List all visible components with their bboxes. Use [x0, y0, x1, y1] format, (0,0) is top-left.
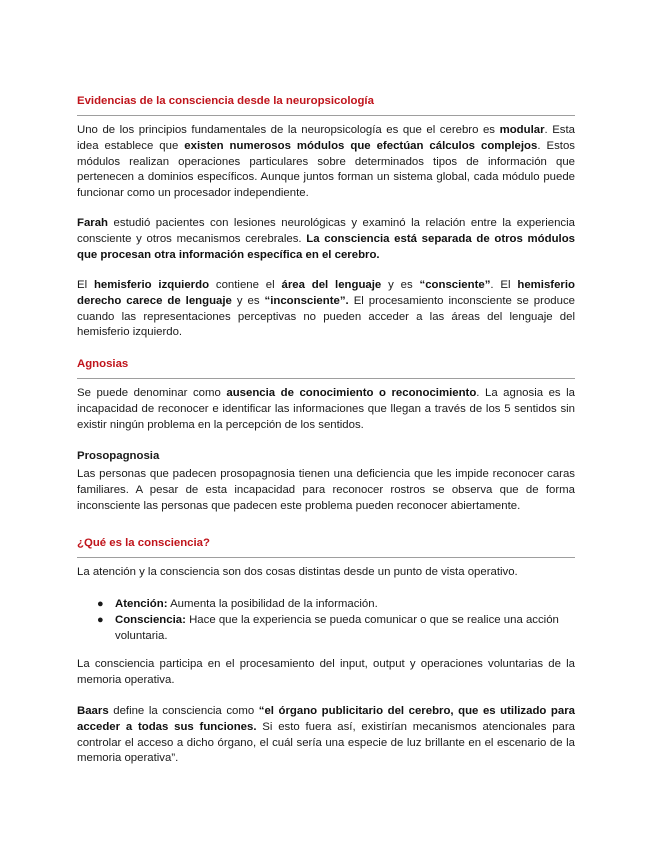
- paragraph-atencion-consciencia: La atención y la consciencia son dos cosas distintas desde un punto de vista operativo.: [77, 566, 518, 578]
- paragraph-baars: Baars define la consciencia como “el órgano publicitario del cerebro, que es utilizado para acceder a todas sus funciones. Si esto fuera así, existirían mecanismos atencionales para controlar el acceso a dicho órgano, el cuál sería una especie de luz brillante en el escenario de la memoria operativa”.: [77, 705, 575, 765]
- definitions-list: [77, 597, 575, 644]
- section-divider: [77, 378, 575, 379]
- paragraph-hemisferios: El hemisferio izquierdo contiene el área del lenguaje y es “consciente”. El hemisferio derecho carece de lenguaje y es “inconsciente”. El procesamiento inconsciente se produce cuando las representaciones perceptivas no pueden acceder a las áreas del lenguaje del hemisferio izquierdo.: [77, 279, 575, 339]
- section-title-agnosias: Agnosias: [77, 358, 129, 370]
- section-divider: [77, 557, 575, 558]
- section-title-evidencias: Evidencias de la consciencia desde la neuropsicología: [77, 95, 374, 107]
- section-divider: [77, 115, 575, 116]
- paragraph-procesamiento: La consciencia participa en el procesamiento del input, output y operaciones voluntarias de la memoria operativa.: [77, 658, 575, 686]
- list-item-atencion: ● Atención: Aumenta la posibilidad de la información.: [77, 597, 575, 613]
- list-item-consciencia: ● Consciencia: Hace que la experiencia se pueda comunicar o que se realice una acción voluntaria.: [97, 613, 559, 642]
- subsection-title-prosopagnosia: Prosopagnosia: [77, 450, 160, 462]
- paragraph-farah: Farah estudió pacientes con lesiones neurológicas y examinó la relación entre la experiencia consciente y otros mecanismos cerebrales. La consciencia está separada de otros módulos que procesan otra información específica en el cerebro.: [77, 217, 575, 261]
- bullet-icon: ●: [97, 613, 104, 626]
- bullet-icon: ●: [97, 598, 104, 610]
- section-title-que-es-consciencia: ¿Qué es la consciencia?: [77, 537, 210, 549]
- paragraph-modular: Uno de los principios fundamentales de la neuropsicología es que el cerebro es modular. Esta idea establece que existen numerosos módulos que efectúan cálculos complejos. Estos módulos realizan operaciones particulares sobre determinados tipos de información que pertenecen a dominios específicos. Aunque juntos forman un sistema global, cada módulo puede funcionar como un procesador independiente.: [77, 124, 576, 200]
- paragraph-agnosia: Se puede denominar como ausencia de conocimiento o reconocimiento. La agnosia es la incapacidad de reconocer e identificar las informaciones que llegan a través de los 5 sentidos sin existir ningún problema en la percepción de los sentidos.: [77, 387, 575, 431]
- paragraph-prosopagnosia: Las personas que padecen prosopagnosia tienen una deficiencia que les impide reconocer caras familiares. A pesar de esta incapacidad para reconocer rostros se observa que de forma inconsciente las personas que padecen este problema pueden reconocer abiertamente.: [77, 468, 575, 512]
